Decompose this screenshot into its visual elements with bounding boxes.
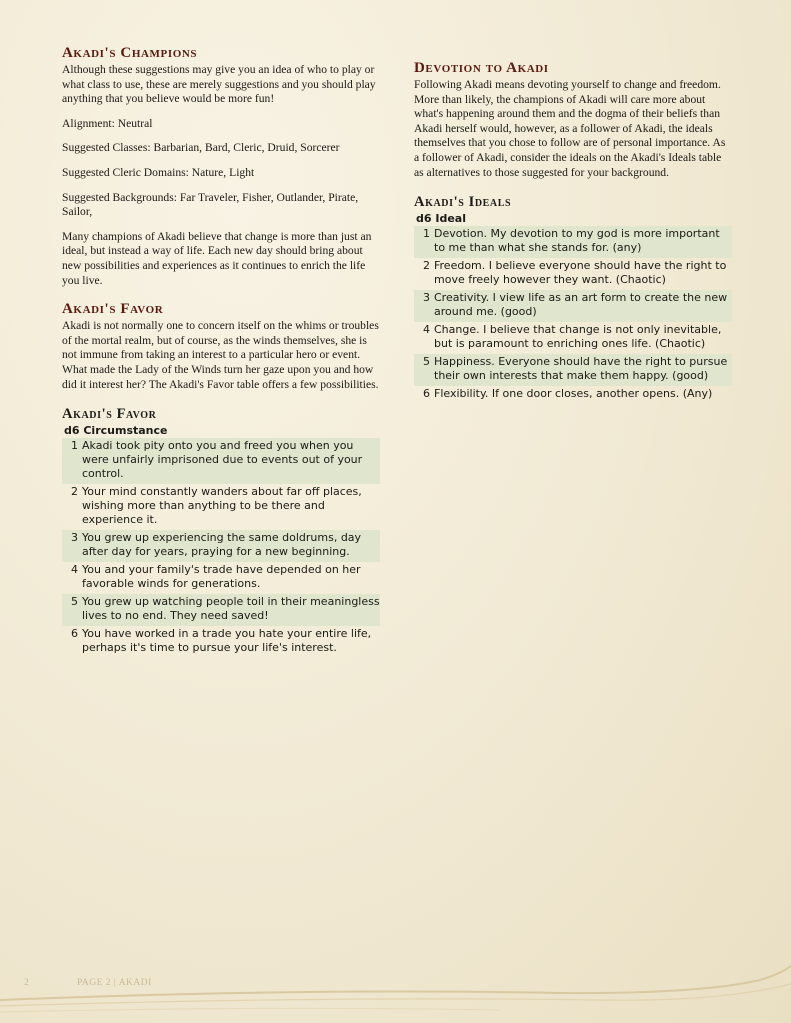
ideals-table-title: Akadi's Ideals bbox=[414, 194, 512, 211]
die-value: 5 bbox=[423, 355, 430, 369]
footer-ornament bbox=[0, 960, 791, 1023]
table-row bbox=[62, 530, 380, 562]
table-row bbox=[62, 594, 380, 626]
table-row bbox=[62, 562, 380, 594]
row-text: You grew up watching people toil in their meaningless lives to no end. They need saved! bbox=[82, 595, 380, 623]
row-text: Your mind constantly wanders about far off places, wishing more than anything to be there and experience it. bbox=[82, 485, 362, 527]
die-value: 1 bbox=[423, 227, 430, 241]
row-text: Flexibility. If one door closes, another opens. (Any) bbox=[434, 387, 713, 401]
alignment-line: Alignment: Neutral bbox=[62, 116, 153, 130]
row-text: Freedom. I believe everyone should have the right to move freely however they want. (Chaotic) bbox=[434, 259, 727, 287]
table-row bbox=[414, 226, 732, 258]
die-value: 2 bbox=[71, 485, 78, 499]
favor-table-header: d6 Circumstance bbox=[64, 424, 168, 438]
die-value: 6 bbox=[423, 387, 430, 401]
row-text: Change. I believe that change is not only inevitable, but is paramount to enriching ones life. (Chaotic) bbox=[434, 323, 722, 351]
table-row bbox=[414, 322, 732, 354]
champions-intro: Although these suggestions may give you an idea of who to play or what class to use, these are merely suggestions and you should play anything that you believe would be more fun! bbox=[62, 63, 376, 106]
row-text: You grew up experiencing the same doldrums, day after day for years, praying for a new beginning. bbox=[82, 531, 362, 559]
table-row bbox=[62, 438, 380, 484]
table-row bbox=[414, 386, 732, 404]
left-column bbox=[62, 44, 380, 658]
favor-table bbox=[62, 406, 380, 658]
footer-label: PAGE 2 | AKADI bbox=[77, 978, 152, 988]
die-value: 6 bbox=[71, 627, 78, 641]
favor-heading: Akadi's Favor bbox=[62, 301, 164, 318]
table-row bbox=[414, 354, 732, 386]
row-text: Devotion. My devotion to my god is more important to me than what she stands for. (any) bbox=[434, 227, 720, 255]
devotion-heading: Devotion to Akadi bbox=[414, 60, 549, 76]
row-text: You have worked in a trade you hate your entire life, perhaps it's time to pursue your life's interest. bbox=[82, 627, 372, 655]
right-column bbox=[414, 59, 732, 404]
die-value: 2 bbox=[423, 259, 430, 273]
die-value: 5 bbox=[71, 595, 78, 609]
die-value: 3 bbox=[71, 531, 78, 545]
row-text: Happiness. Everyone should have the right to pursue their own interests that make them happy. (good) bbox=[434, 355, 728, 383]
row-text: You and your family's trade have depended on her favorable winds for generations. bbox=[82, 563, 361, 591]
die-value: 1 bbox=[71, 439, 78, 453]
die-value: 4 bbox=[423, 323, 430, 337]
table-row bbox=[414, 258, 732, 290]
table-row bbox=[414, 290, 732, 322]
champions-closing: Many champions of Akadi believe that change is more than just an ideal, but instead a way of life. Each new day should bring about new possibilities and experiences as it continues to enrich the life you live. bbox=[62, 229, 372, 287]
page-number: 2 bbox=[24, 978, 29, 988]
table-row bbox=[62, 626, 380, 658]
row-text: Akadi took pity onto you and freed you when you were unfairly imprisoned due to events out of your control. bbox=[82, 439, 363, 481]
domains-line: Suggested Cleric Domains: Nature, Light bbox=[62, 165, 255, 179]
die-value: 3 bbox=[423, 291, 430, 305]
row-text: Creativity. I view life as an art form to create the new around me. (good) bbox=[434, 291, 728, 319]
ideals-table bbox=[414, 194, 732, 404]
favor-paragraph: Akadi is not normally one to concern itself on the whims or troubles of the mortal realm, but of course, as the winds themselves, she is not immune from taking an interest to a particular hero or event. What made the Lady of the Winds turn her gaze upon you and how did it interest her? The Akadi's Favor table offers a few possibilities. bbox=[62, 319, 379, 391]
table-row bbox=[62, 484, 380, 530]
favor-table-title: Akadi's Favor bbox=[62, 406, 157, 423]
die-value: 4 bbox=[71, 563, 78, 577]
devotion-paragraph: Following Akadi means devoting yourself to change and freedom. More than likely, the champions of Akadi will care more about what's happening around them and the dogma of their beliefs than Akadi herself would, however, as a follower of Akadi, the ideals themselves that you chose to follow are of personal importance. As a follower of Akadi, consider the ideals on the Akadi's Ideals table as alternatives to those suggested for your background. bbox=[414, 78, 726, 179]
classes-line: Suggested Classes: Barbarian, Bard, Cleric, Druid, Sorcerer bbox=[62, 141, 340, 155]
backgrounds-line: Suggested Backgrounds: Far Traveler, Fisher, Outlander, Pirate, Sailor, bbox=[62, 190, 359, 219]
champions-heading: Akadi's Champions bbox=[62, 45, 198, 61]
ideals-table-header: d6 Ideal bbox=[416, 212, 466, 226]
